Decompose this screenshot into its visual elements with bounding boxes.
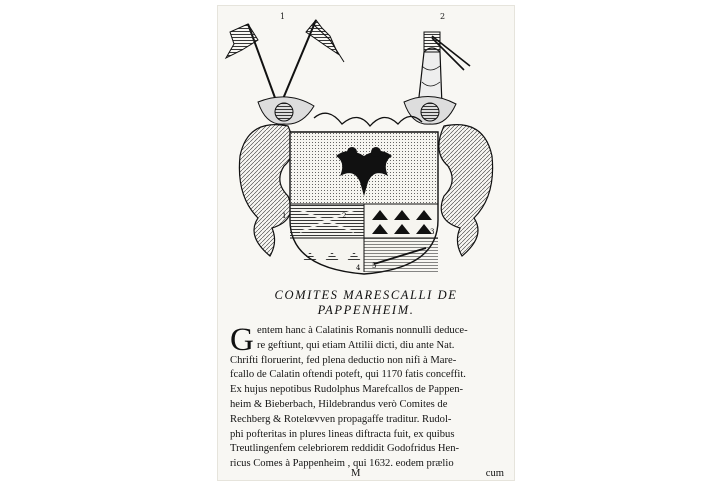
text-line: ricus Comes à Pappenheim , qui 1632. eodem prælio [230, 458, 454, 470]
heading-line-2: PAPPENHEIM. [317, 303, 415, 317]
text-line: Treutlingenfem celebriorem reddidit Godofridus Hen- [230, 443, 460, 455]
quarter-number: 5 [372, 262, 377, 270]
plate-number-left: 1 [280, 12, 286, 21]
quarter-number: 2 [342, 212, 347, 220]
text-line: phi pofteritas in plures lineas diftracta fuit, ex quibus [230, 428, 455, 440]
quarter-number: 3 [430, 228, 435, 236]
body-text [230, 324, 510, 472]
heading-line-1: COMITES MARESCALLI DE [274, 288, 458, 302]
catchword: cum [485, 468, 504, 479]
drop-cap: G [230, 322, 254, 358]
text-line: re geftiunt, qui etiam Attilii dicti, diu ante Nat. [257, 339, 455, 351]
text-line: Chrifti floruerint, fed plena deductio non nifi à Mare- [230, 354, 457, 366]
text-line: entem hanc à Calatinis Romanis nonnulli deduce- [257, 325, 468, 336]
left-crest-banners [226, 20, 344, 124]
shield [290, 132, 438, 274]
book-page [218, 6, 514, 480]
plate-number-right: 2 [440, 12, 446, 21]
coat-of-arms-engraving [218, 6, 514, 284]
text-line: fcallo de Calatin oftendi poteft, qui 1170 fatis conceffit. [230, 369, 466, 381]
quarter-number: 1 [282, 212, 287, 220]
text-line: Ex hujus nepotibus Rudolphus Marefcallos de Pappen- [230, 384, 464, 396]
text-line: heim & Bieberbach, Hildebrandus verò Comites de [230, 398, 448, 410]
text-line: Rechberg & Rotelœvven propagaffe traditur. Rudol- [230, 413, 452, 425]
right-crest-arm [404, 32, 470, 124]
signature-mark: M [351, 468, 361, 479]
quarter-number: 4 [356, 264, 361, 272]
